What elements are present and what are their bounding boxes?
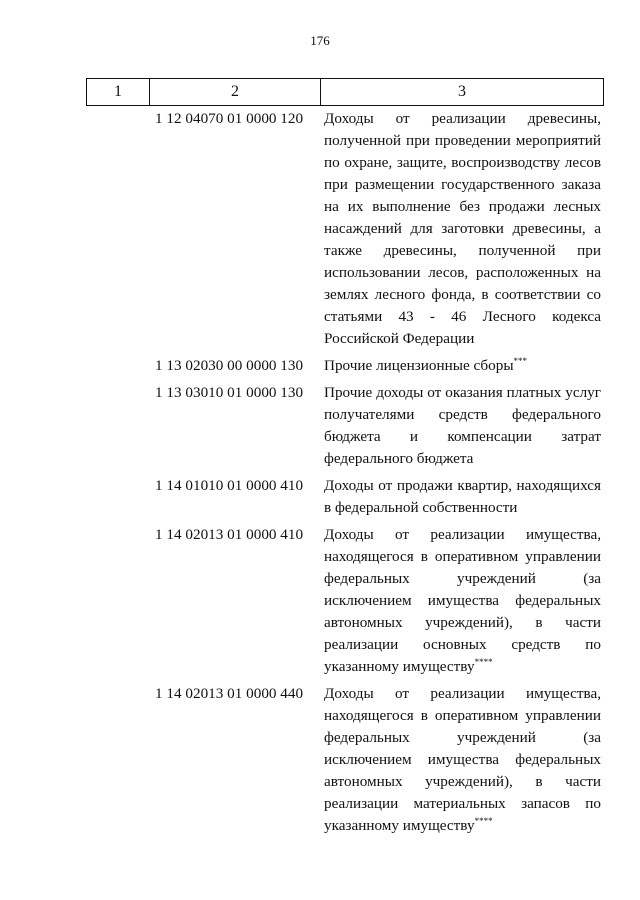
revenue-description (324, 683, 601, 837)
table-row (155, 475, 605, 519)
column-header-row (87, 79, 604, 106)
table-row (155, 524, 605, 678)
footnote-marker: **** (474, 656, 493, 667)
column-number-2: 2 (150, 79, 321, 106)
revenue-description (324, 475, 601, 519)
description-text: Доходы от реализации древесины, полученной при проведении мероприятий по охране, защите, воспроизводству лесов при размещении государственного заказа на их выполнение без продажи лесных насаждений для заготовки древесины, а также древесины, полученной при использовании лесов, расположенных на землях лесного фонда, в соответствии со статьями 43 - 46 Лесного кодекса Российской Федерации (324, 110, 601, 347)
footnote-marker: *** (513, 355, 528, 366)
revenue-code: 1 13 02030 00 0000 130 (155, 357, 304, 374)
revenue-code: 1 14 02013 01 0000 440 (155, 685, 304, 702)
revenue-code: 1 13 03010 01 0000 130 (155, 384, 304, 401)
page-number: 176 (310, 33, 330, 48)
revenue-description (324, 382, 601, 470)
table-row (155, 108, 605, 350)
column-header-table (86, 78, 604, 106)
revenue-description (324, 355, 601, 377)
description-text: Прочие доходы от оказания платных услуг получателями средств федерального бюджета и компенсации затрат федерального бюджета (324, 384, 601, 467)
revenue-code: 1 12 04070 01 0000 120 (155, 110, 304, 127)
footnote-marker: **** (474, 815, 493, 826)
column-number-1: 1 (87, 79, 150, 106)
revenue-code: 1 14 01010 01 0000 410 (155, 477, 304, 494)
revenue-description (324, 108, 601, 350)
description-text: Доходы от реализации имущества, находящегося в оперативном управлении федеральных учреждений (за исключением имущества федеральных автономных учреждений), в части реализации материальных запасов по указанному имуществу (324, 685, 601, 834)
table-row (155, 382, 605, 470)
revenue-code: 1 14 02013 01 0000 410 (155, 526, 304, 543)
revenue-code-list (155, 108, 605, 842)
revenue-description (324, 524, 601, 678)
description-text: Доходы от продажи квартир, находящихся в федеральной собственности (324, 477, 601, 516)
column-number-3: 3 (321, 79, 604, 106)
description-text: Прочие лицензионные сборы (324, 357, 514, 374)
table-row (155, 683, 605, 837)
table-row (155, 355, 605, 377)
description-text: Доходы от реализации имущества, находящегося в оперативном управлении федеральных учреждений (за исключением имущества федеральных автономных учреждений), в части реализации основных средств по указанному имуществу (324, 526, 601, 675)
